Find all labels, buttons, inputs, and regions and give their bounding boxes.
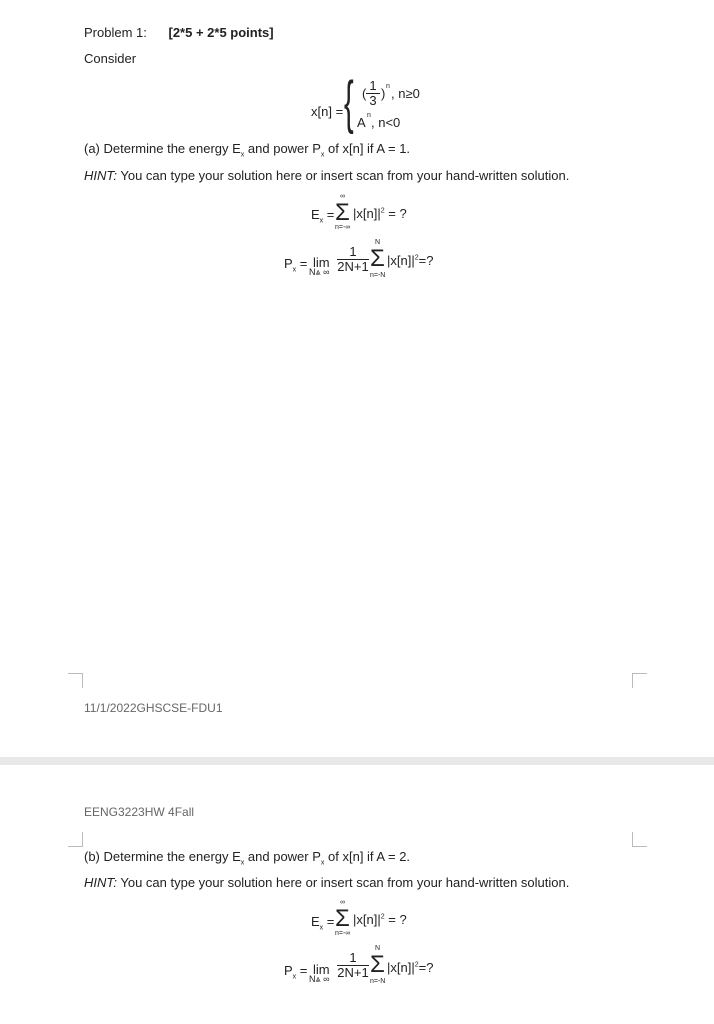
crop-mark-top-left (68, 832, 83, 847)
consider-text: Consider (84, 51, 137, 66)
energy-summand (353, 206, 407, 221)
document-page-2 (0, 765, 714, 1024)
power-rhs: =? (418, 253, 434, 268)
energy-sum-upper: ∞ (340, 899, 345, 906)
energy-lhs (311, 914, 334, 932)
part-b-sub2: x (320, 859, 325, 867)
problem-heading (84, 25, 274, 40)
power-frac-den: 2N+1 (337, 259, 369, 274)
part-a-sub2: x (320, 151, 325, 159)
case1-condition: , n≥0 (391, 86, 420, 101)
hint-label: HINT: (84, 875, 117, 890)
part-a-post: of x[n] if A = 1. (324, 141, 411, 156)
power-lhs (284, 256, 307, 274)
power-power: 2 (414, 961, 419, 969)
crop-mark-bottom-right (632, 673, 647, 688)
case2-base: A (357, 115, 366, 130)
hint-line (84, 168, 569, 183)
energy-equals: = (323, 914, 335, 929)
power-frac-num: 1 (337, 951, 369, 966)
energy-sigma: Σ (335, 905, 350, 932)
crop-mark-bottom-left (68, 673, 83, 688)
energy-symbol: E (311, 914, 320, 929)
power-limit-subscript: N⩓ ∞ (309, 974, 330, 984)
case1-open-paren: ( (362, 86, 367, 101)
page-header: EENG3223HW 4Fall (84, 805, 195, 819)
hint-label: HINT: (84, 168, 117, 183)
hint-text: You can type your solution here or insert scan from your hand-written solution. (116, 168, 570, 183)
case2-condition: , n<0 (371, 115, 401, 130)
energy-sum-upper: ∞ (340, 193, 345, 200)
power-fraction (337, 951, 369, 980)
power-limit: lim (313, 255, 330, 270)
power-symbol: P (284, 963, 293, 978)
power-body: |x[n]| (387, 253, 415, 268)
power-body: |x[n]| (387, 960, 415, 975)
problem-points: [2*5 + 2*5 points] (168, 25, 274, 40)
power-sum-lower: n=-N (370, 978, 386, 985)
power-fraction (337, 245, 369, 274)
hint-text: You can type your solution here or insert scan from your hand-written solution. (116, 875, 570, 890)
energy-rhs: = ? (384, 206, 407, 221)
energy-summand (353, 912, 407, 927)
energy-subscript: x (319, 217, 324, 225)
piecewise-lhs: x[n] = (311, 104, 344, 119)
energy-body: |x[n]| (353, 912, 381, 927)
energy-equals: = (323, 207, 335, 222)
part-a-question (84, 141, 410, 159)
energy-power: 2 (380, 913, 385, 921)
power-sigma: Σ (370, 245, 385, 272)
case1-frac-den: 3 (369, 93, 377, 108)
case1-frac-num: 1 (366, 79, 380, 94)
hint-line (84, 875, 569, 890)
energy-rhs: = ? (384, 912, 407, 927)
power-lhs (284, 963, 307, 981)
energy-subscript: x (319, 924, 324, 932)
part-b-pre: (b) Determine the energy E (84, 849, 241, 864)
energy-lhs (311, 207, 334, 225)
power-power: 2 (414, 254, 419, 262)
part-a-pre: (a) Determine the energy E (84, 141, 241, 156)
part-a-mid: and power P (244, 141, 321, 156)
power-subscript: x (292, 973, 297, 981)
energy-symbol: E (311, 207, 320, 222)
case2-exponent: n (367, 112, 371, 119)
part-b-sub1: x (240, 859, 245, 867)
part-a-sub1: x (240, 151, 245, 159)
crop-mark-top-right (632, 832, 647, 847)
power-frac-num: 1 (337, 245, 369, 260)
piecewise-brace: { (344, 70, 354, 135)
power-symbol: P (284, 256, 293, 271)
power-limit: lim (313, 962, 330, 977)
power-rhs: =? (418, 960, 434, 975)
power-frac-den: 2N+1 (337, 965, 369, 980)
case1-close-paren: ) (381, 86, 386, 101)
part-b-mid: and power P (244, 849, 321, 864)
power-sum-upper: N (375, 239, 381, 246)
power-sum-lower: n=-N (370, 272, 386, 279)
case1-fraction (366, 79, 380, 108)
part-b-post: of x[n] if A = 2. (324, 849, 411, 864)
problem-label: Problem 1: (84, 25, 147, 40)
power-sigma: Σ (370, 951, 385, 978)
power-sum-upper: N (375, 945, 381, 952)
power-summand (387, 253, 433, 268)
part-b-question (84, 849, 410, 867)
page-footer: 11/1/2022GHSCSE-FDU1 (84, 701, 223, 715)
energy-sigma: Σ (335, 199, 350, 226)
energy-sum-lower: n=-∞ (335, 930, 351, 937)
power-summand (387, 960, 433, 975)
power-equals: = (296, 963, 308, 978)
energy-power: 2 (380, 207, 385, 215)
energy-body: |x[n]| (353, 206, 381, 221)
power-subscript: x (292, 266, 297, 274)
power-limit-subscript: N⩓ ∞ (309, 267, 330, 277)
energy-sum-lower: n=-∞ (335, 224, 351, 231)
power-equals: = (296, 256, 308, 271)
case1-exponent: n (386, 83, 390, 90)
